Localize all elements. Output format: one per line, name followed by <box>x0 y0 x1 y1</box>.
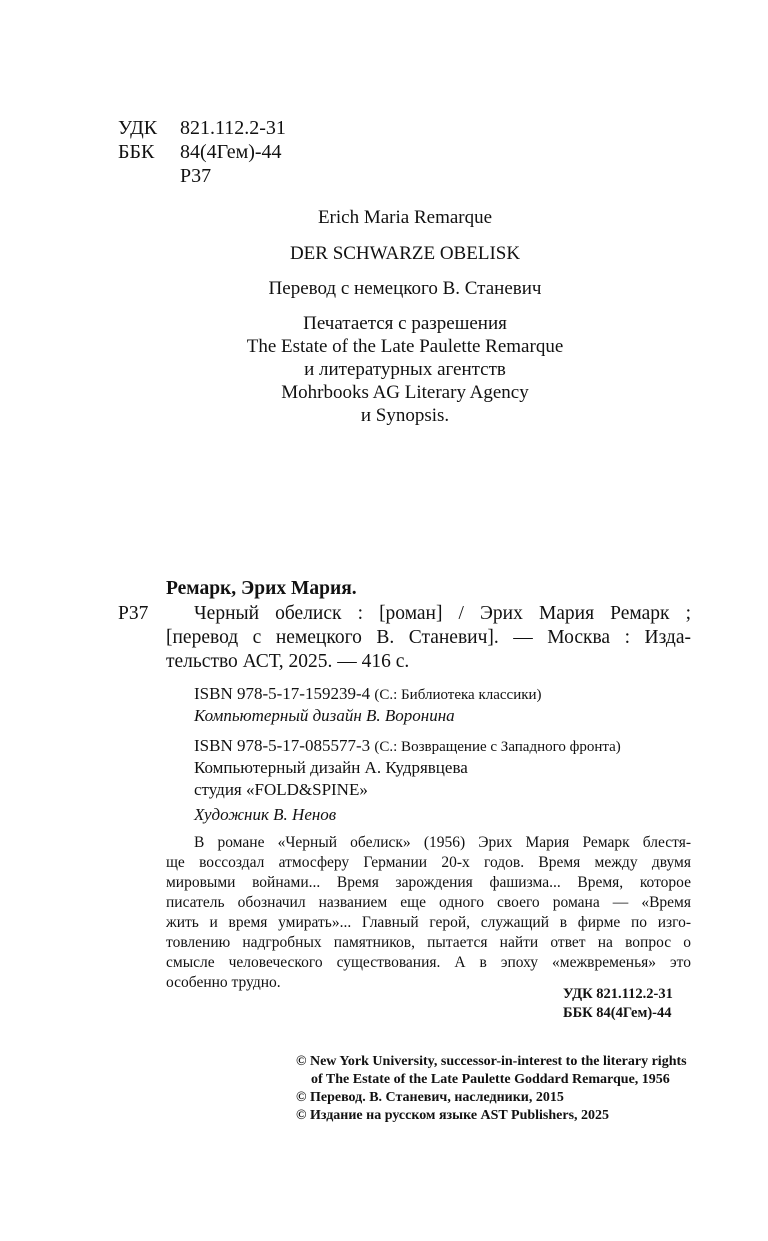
isbn-series: (С.: Библиотека классики) <box>374 687 542 703</box>
catalog-mark: Р37 <box>118 603 149 624</box>
classification-block <box>118 116 318 188</box>
design-credit: Компьютерный дизайн В. Воронина <box>194 706 455 725</box>
annotation-line: особенно трудно. <box>166 974 281 991</box>
copyright-line: © Издание на русском языке AST Publishers, 2025 <box>296 1108 610 1123</box>
bbk-label: ББК <box>118 141 155 163</box>
permission-line: The Estate of the Late Paulette Remarque <box>246 336 564 357</box>
permission-line: Mohrbooks AG Literary Agency <box>281 382 529 403</box>
isbn-number: ISBN 978-5-17-159239-4 <box>194 684 371 703</box>
isbn-entry-1 <box>194 683 542 706</box>
catalog-line: Черный обелиск : [роман] / Эрих Мария Ремарк ; <box>194 603 691 624</box>
annotation-line: товлению надгробных памятников, пытается найти ответ на вопрос о <box>166 934 691 951</box>
annotation-line: жить и время умирать»... Главный герой, служащий в фирме по изго- <box>166 914 691 931</box>
annotation-line: мировыми войнами... Время зарождения фашизма... Время, которое <box>166 874 691 891</box>
catalog-heading: Ремарк, Эрих Мария. <box>166 578 357 599</box>
permission-line: и литературных агентств <box>304 359 506 380</box>
annotation-line: писатель обозначил названием еще одного своего романа — «Время <box>166 894 691 911</box>
annotation-line: В романе «Черный обелиск» (1956) Эрих Мария Ремарк блестя- <box>194 834 691 851</box>
copyright-block <box>296 1053 687 1125</box>
isbn-entry-2 <box>194 735 621 758</box>
annotation <box>166 833 691 993</box>
translation-credit: Перевод с немецкого В. Станевич <box>268 278 542 299</box>
copyright-line: © New York University, successor-in-interest to the literary rights <box>296 1054 687 1069</box>
catalog-line: [перевод с немецкого В. Станевич]. — Москва : Изда- <box>166 627 691 648</box>
udk-label: УДК <box>118 117 158 139</box>
annotation-line: смысле человеческого существования. А в эпоху «межвременья» это <box>166 954 691 971</box>
copyright-line: of The Estate of the Late Paulette Goddard Remarque, 1956 <box>311 1072 670 1087</box>
original-title: DER SCHWARZE OBELISK <box>289 243 521 264</box>
udk-code: УДК 821.112.2-31 <box>563 986 673 1002</box>
design-credit: Компьютерный дизайн А. Кудрявцева <box>194 758 468 777</box>
bbk-code: ББК 84(4Гем)-44 <box>563 1005 672 1021</box>
isbn-series: (С.: Возвращение с Западного фронта) <box>374 739 621 755</box>
permission-line: Печатается с разрешения <box>303 313 507 334</box>
classification-codes <box>563 985 673 1023</box>
bbk-value: 84(4Гем)-44 <box>180 141 282 163</box>
copyright-line: © Перевод. В. Станевич, наследники, 2015 <box>296 1090 564 1105</box>
studio-credit: студия «FOLD&SPINE» <box>194 780 368 799</box>
original-author: Erich Maria Remarque <box>317 207 493 228</box>
permission-line: и Synopsis. <box>360 405 450 426</box>
annotation-line: ще воссоздал атмосферу Германии 20-х годов. Время между двумя <box>166 854 691 871</box>
isbn-number: ISBN 978-5-17-085577-3 <box>194 736 371 755</box>
udk-value: 821.112.2-31 <box>180 117 286 139</box>
permission-block <box>150 312 660 427</box>
catalog-line: тельство АСТ, 2025. — 416 с. <box>166 651 410 672</box>
author-mark: Р37 <box>180 165 212 187</box>
artist-credit: Художник В. Ненов <box>194 805 337 824</box>
